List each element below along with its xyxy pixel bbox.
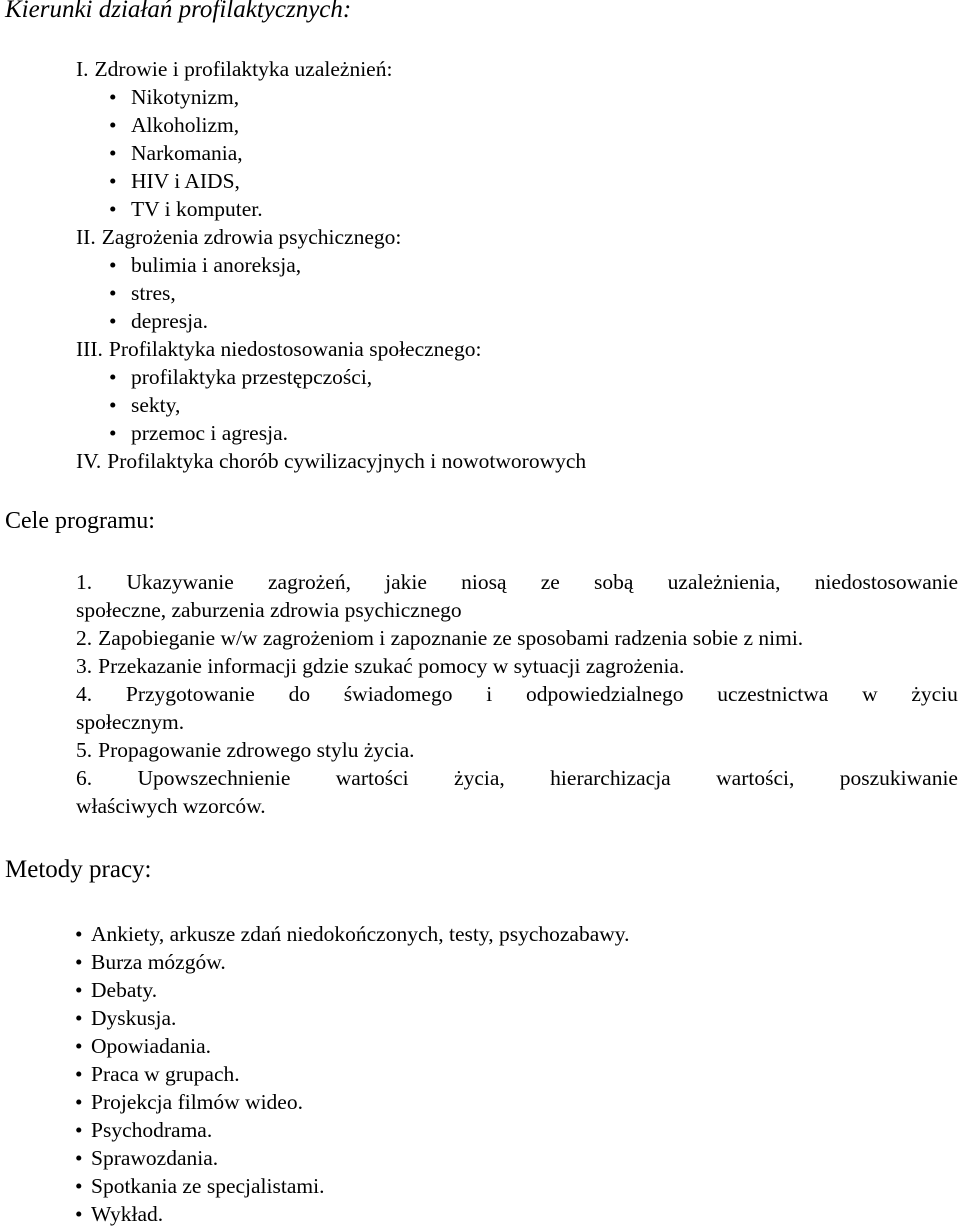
- method-text: Projekcja filmów wideo.: [91, 1090, 303, 1114]
- list-item: [109, 363, 372, 391]
- goal-text: Propagowanie zdrowego stylu życia.: [98, 738, 415, 762]
- methods-heading: Metody pracy:: [5, 856, 152, 883]
- goal-word: sobą: [594, 570, 634, 594]
- bullet-icon: •: [75, 922, 83, 946]
- method-item: [75, 1144, 218, 1172]
- goal-line-continued: społeczne, zaburzenia zdrowia psychicznego: [76, 598, 462, 622]
- method-text: Opowiadania.: [91, 1034, 212, 1058]
- goal-line: [76, 680, 958, 708]
- direction-title: Profilaktyka niedostosowania społecznego:: [108, 337, 482, 361]
- goal-word: wartości,: [716, 766, 795, 790]
- goal-line: [76, 624, 803, 652]
- goal-word: 4.: [76, 682, 93, 706]
- goal-word: życia,: [454, 766, 505, 790]
- method-text: Psychodrama.: [91, 1118, 213, 1142]
- goal-word: uczestnictwa: [717, 682, 829, 706]
- goal-line: [76, 652, 684, 680]
- goal-word: zagrożeń,: [267, 570, 351, 594]
- bullet-icon: •: [109, 365, 117, 389]
- goal-word: życiu: [911, 682, 958, 706]
- list-item: [109, 391, 180, 419]
- list-item-text: sekty,: [131, 393, 181, 417]
- goal-word: hierarchizacja: [550, 766, 671, 790]
- method-item: [75, 1088, 303, 1116]
- goal-word: Przygotowanie: [125, 682, 255, 706]
- method-item: [75, 948, 226, 976]
- method-item: [75, 1200, 163, 1228]
- list-item-text: HIV i AIDS,: [131, 169, 240, 193]
- bullet-icon: •: [75, 1034, 83, 1058]
- method-text: Wykład.: [91, 1202, 164, 1226]
- direction-header: [76, 447, 586, 475]
- method-text: Praca w grupach.: [91, 1062, 240, 1086]
- method-item: [75, 1060, 240, 1088]
- direction-title: Zagrożenia zdrowia psychicznego:: [101, 225, 402, 249]
- goal-text: Zapobieganie w/w zagrożeniom i zapoznanie ze sposobami radzenia sobie z nimi.: [98, 626, 804, 650]
- method-text: Spotkania ze specjalistami.: [91, 1174, 325, 1198]
- bullet-icon: •: [109, 113, 117, 137]
- method-item: [75, 1116, 212, 1144]
- direction-header: [76, 55, 392, 83]
- goal-text: Przekazanie informacji gdzie szukać pomocy w sytuacji zagrożenia.: [98, 654, 685, 678]
- goal-word: ze: [540, 570, 560, 594]
- goal-word: do: [288, 682, 311, 706]
- bullet-icon: •: [109, 421, 117, 445]
- goal-word: w: [862, 682, 878, 706]
- method-text: Ankiety, arkusze zdań niedokończonych, testy, psychozabawy.: [91, 922, 630, 946]
- list-item: [109, 111, 239, 139]
- goal-word: poszukiwanie: [839, 766, 958, 790]
- page-title: Kierunki działań profilaktycznych:: [5, 0, 352, 23]
- goal-word: Upowszechnienie: [137, 766, 291, 790]
- goal-word: niosą: [461, 570, 507, 594]
- list-item-text: Narkomania,: [131, 141, 243, 165]
- bullet-icon: •: [109, 309, 117, 333]
- goal-word: odpowiedzialnego: [525, 682, 684, 706]
- method-text: Burza mózgów.: [91, 950, 226, 974]
- direction-number: III.: [76, 337, 103, 361]
- list-item: [109, 279, 176, 307]
- goal-line: [76, 736, 415, 764]
- bullet-icon: •: [75, 1090, 83, 1114]
- goal-word: niedostosowanie: [814, 570, 958, 594]
- goal-word: i: [486, 682, 493, 706]
- method-item: [75, 1032, 211, 1060]
- bullet-icon: •: [75, 1146, 83, 1170]
- goal-word: 1.: [76, 570, 93, 594]
- goal-word: 6.: [76, 766, 93, 790]
- bullet-icon: •: [109, 393, 117, 417]
- goal-word: wartości: [335, 766, 409, 790]
- direction-header: [76, 335, 481, 363]
- bullet-icon: •: [75, 978, 83, 1002]
- list-item: [109, 139, 243, 167]
- goal-number: 2.: [76, 626, 93, 650]
- bullet-icon: •: [75, 1006, 83, 1030]
- list-item: [109, 195, 263, 223]
- method-text: Sprawozdania.: [91, 1146, 219, 1170]
- goal-line-continued: właściwych wzorców.: [76, 794, 266, 818]
- method-item: [75, 976, 157, 1004]
- direction-number: II.: [76, 225, 96, 249]
- bullet-icon: •: [75, 950, 83, 974]
- bullet-icon: •: [109, 253, 117, 277]
- list-item-text: Alkoholizm,: [131, 113, 240, 137]
- goal-word: Ukazywanie: [126, 570, 234, 594]
- goal-text-justified: [76, 680, 958, 708]
- direction-header: [76, 223, 401, 251]
- list-item-text: Nikotynizm,: [131, 85, 240, 109]
- list-item-text: TV i komputer.: [131, 197, 263, 221]
- bullet-icon: •: [109, 169, 117, 193]
- bullet-icon: •: [75, 1118, 83, 1142]
- list-item: [109, 83, 239, 111]
- list-item-text: przemoc i agresja.: [131, 421, 288, 445]
- method-text: Debaty.: [91, 978, 158, 1002]
- direction-title: Profilaktyka chorób cywilizacyjnych i nowotworowych: [107, 449, 587, 473]
- direction-number: I.: [76, 57, 89, 81]
- list-item: [109, 307, 208, 335]
- goal-word: jakie: [385, 570, 427, 594]
- method-item: [75, 920, 630, 948]
- goals-heading: Cele programu:: [5, 508, 155, 534]
- bullet-icon: •: [109, 141, 117, 165]
- bullet-icon: •: [75, 1174, 83, 1198]
- bullet-icon: •: [75, 1202, 83, 1226]
- method-text: Dyskusja.: [91, 1006, 177, 1030]
- goal-text-justified: [76, 568, 958, 596]
- direction-title: Zdrowie i profilaktyka uzależnień:: [94, 57, 393, 81]
- list-item: [109, 167, 240, 195]
- list-item-text: bulimia i anoreksja,: [131, 253, 302, 277]
- bullet-icon: •: [75, 1062, 83, 1086]
- goal-word: uzależnienia,: [667, 570, 781, 594]
- goal-number: 3.: [76, 654, 93, 678]
- goal-word: świadomego: [343, 682, 453, 706]
- bullet-icon: •: [109, 281, 117, 305]
- direction-number: IV.: [76, 449, 102, 473]
- list-item-text: profilaktyka przestępczości,: [131, 365, 373, 389]
- list-item-text: depresja.: [131, 309, 209, 333]
- bullet-icon: •: [109, 197, 117, 221]
- bullet-icon: •: [109, 85, 117, 109]
- method-item: [75, 1172, 324, 1200]
- goal-number: 5.: [76, 738, 93, 762]
- goal-text-justified: [76, 764, 958, 792]
- goal-line: [76, 764, 958, 792]
- goal-line: [76, 568, 958, 596]
- goal-line-continued: społecznym.: [76, 710, 185, 734]
- list-item: [109, 251, 301, 279]
- list-item: [109, 419, 288, 447]
- method-item: [75, 1004, 176, 1032]
- list-item-text: stres,: [131, 281, 176, 305]
